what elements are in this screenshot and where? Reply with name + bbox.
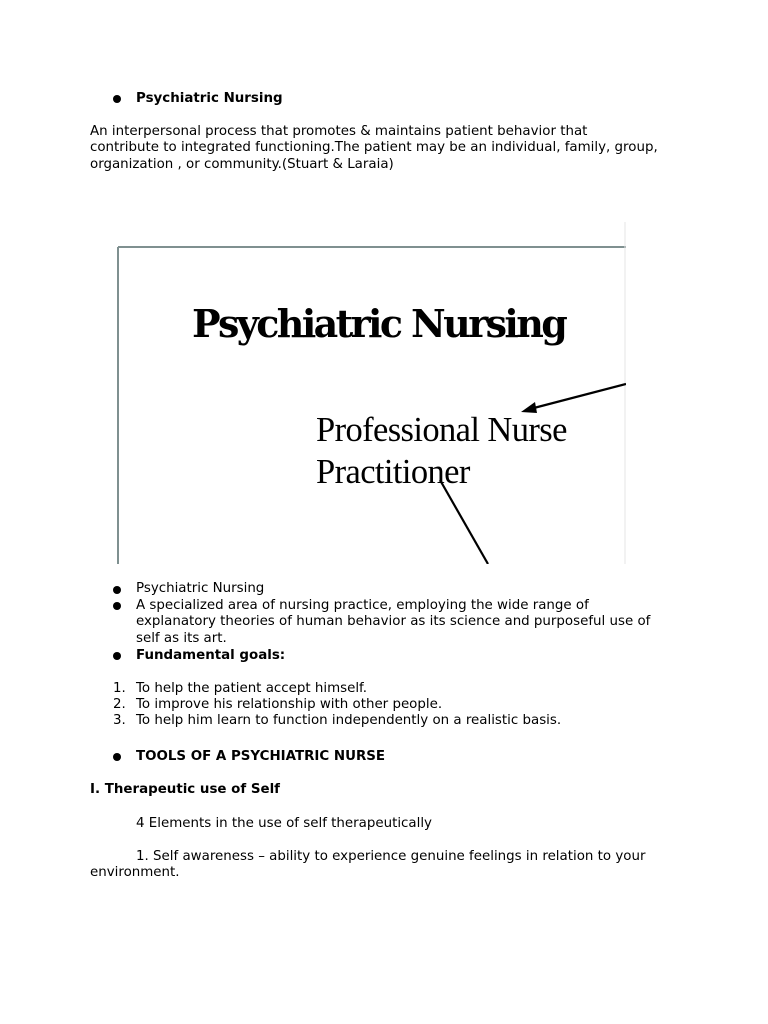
list-item: explanatory theories of human behavior as its science and purposeful use of: [136, 614, 651, 629]
list-item: self as its art.: [136, 631, 227, 646]
goal-number: 1.: [113, 681, 126, 696]
bullet-dot: [113, 95, 121, 103]
slide-image: [116, 222, 626, 564]
paragraph-line: organization , or community.(Stuart & Laraia): [90, 157, 394, 172]
goal-number: 3.: [113, 713, 126, 728]
list-item: Psychiatric Nursing: [136, 581, 265, 596]
list-item-fundamental-goals: Fundamental goals:: [136, 648, 286, 663]
slide-subtitle-line: Professional Nurse: [316, 411, 567, 449]
elements-intro: 4 Elements in the use of self therapeutically: [136, 816, 432, 831]
arrow-line-upper: [530, 384, 626, 409]
bullet-dot: [113, 652, 121, 660]
bullet-dot: [113, 602, 121, 610]
tools-heading: TOOLS OF A PSYCHIATRIC NURSE: [136, 749, 386, 764]
paragraph-line: 1. Self awareness – ability to experience genuine feelings in relation to your: [136, 849, 646, 864]
arrow-line-lower: [440, 480, 488, 564]
slide-subtitle-line: Practitioner: [316, 453, 470, 491]
bullet-dot: [113, 753, 121, 761]
paragraph-line: An interpersonal process that promotes & maintains patient behavior that: [90, 124, 588, 139]
section-title-psychiatric-nursing: Psychiatric Nursing: [136, 91, 283, 106]
goal-item: To help him learn to function independently on a realistic basis.: [136, 713, 562, 728]
bullet-dot: [113, 586, 121, 594]
slide-title: Psychiatric Nursing: [192, 301, 566, 346]
paragraph-line: contribute to integrated functioning.The patient may be an individual, family, group,: [90, 140, 658, 155]
goal-item: To improve his relationship with other people.: [136, 697, 443, 712]
list-item: A specialized area of nursing practice, employing the wide range of: [136, 598, 589, 613]
goal-item: To help the patient accept himself.: [136, 681, 368, 696]
section-heading: I. Therapeutic use of Self: [90, 782, 280, 797]
goal-number: 2.: [113, 697, 126, 712]
slide-frame: [116, 222, 626, 564]
paragraph-line: environment.: [90, 865, 180, 880]
